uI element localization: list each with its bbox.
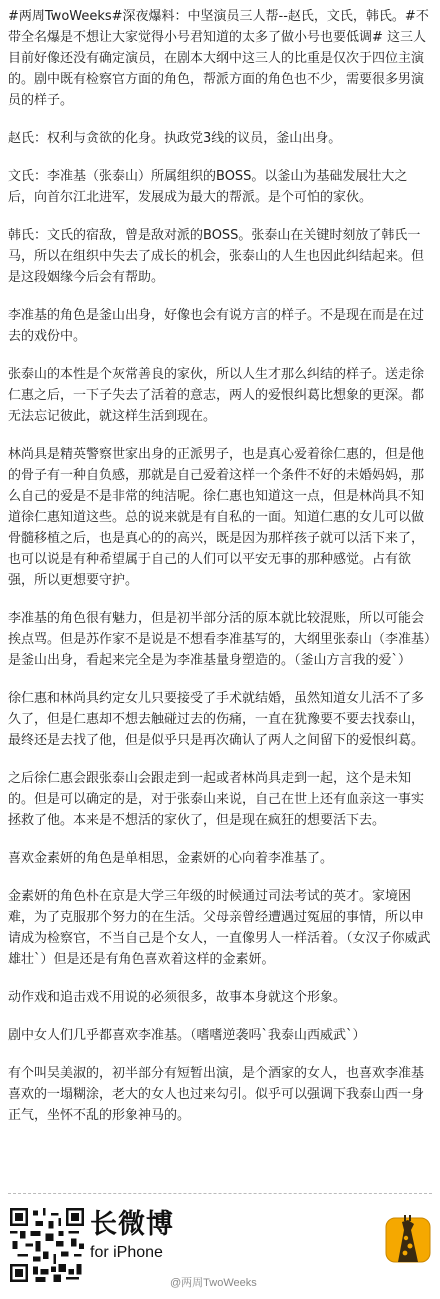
article-paragraph: 张泰山的本性是个灰常善良的家伙，所以人生才那么纠结的样子。送走徐仁惠之后，一下子失去了活着的意志，两人的爱恨纠葛比想象的更深。都无法忘记彼此，就这样生活到现在。 [8,367,425,424]
article-paragraph: 喜欢金素妍的角色是单相思，金素妍的心向着李准基了。 [8,851,334,866]
article-paragraph: 金素妍的角色朴在京是大学三年级的时候通过司法考试的英才。家境困难，为了克服那个努力的在生活。父母亲曾经遭遇过冤屈的事情，所以申请成为检察官，不当自己是个女人，一直像男人一样活着。（女汉子你威武雄壮`）但是还是有角色喜欢着这样的金素妍。 [8,889,431,967]
article-paragraph: 林尚具是精英警察世家出身的正派男子，也是真心爱着徐仁惠的，但是他的骨子有一种自负感，那就是自己爱着这样一个条件不好的未婚妈妈，那么自己的爱是不是非常的纯洁呢。徐仁惠也知道这一点，但是林尚具不知道徐仁惠知道这些。总的说来就是有自私的一面。知道仁惠的女儿可以做骨髓移植之后，也是真心的的高兴，既是因为那样孩子就可以活下来了，也可以说是有种希望属于自己的人们可以平安无事的那种感觉。占有欲强，所以更想要守护。 [8,447,425,588]
article-paragraph: 有个叫吴美淑的，初半部分有短暂出演，是个酒家的女人，也喜欢李准基喜欢的一塌糊涂，老大的女人也过来勾引。似乎可以强调下我泰山西一身正气，坐怀不乱的形象神马的。 [8,1066,425,1123]
article-paragraph: 动作戏和追击戏不用说的必须很多，故事本身就这个形象。 [8,990,347,1005]
brand-subtitle: for iPhone [90,1244,163,1261]
article-paragraph: 李准基的角色是釜山出身，好像也会有说方言的样子。不是现在而是在过去的戏份中。 [8,308,425,344]
article-paragraph: 徐仁惠和林尚具约定女儿只要接受了手术就结婚，虽然知道女儿活不了多久了，但是仁惠却不想去触碰过去的伤痛，一直在犹豫要不要去找泰山，最终还是去找了他，但是似乎只是再次确认了两人之间留下的爱恨纠葛。 [8,691,425,748]
article-paragraph: 剧中女人们几乎都喜欢李准基。（嗜嗜逆袭吗`我泰山西威武`） [8,1028,366,1043]
article-paragraph: 韩氏：文氏的宿敌，曾是敌对派的BOSS。张泰山在关键时刻放了韩氏一马，所以在组织中失去了成长的机会，张泰山的人生也因此纠结起来。但是这段姻缘今后会有帮助。 [8,228,425,285]
brand-name: 长微博 [90,1209,174,1240]
qr-code-icon [10,1208,84,1282]
author-watermark: @两周TwoWeeks [170,1277,257,1289]
brand-block [90,1208,210,1264]
article-paragraph: 之后徐仁惠会跟张泰山会跟走到一起或者林尚具走到一起，这个是未知的。但是可以确定的是，对于张泰山来说，自己在世上还有血亲这一事实拯救了他。本来是不想活的家伙了，但是现在疯狂的想要活下去。 [8,771,425,828]
giraffe-app-icon [384,1210,432,1270]
article-body [8,6,432,1143]
article-paragraph: 李准基的角色很有魅力，但是初半部分活的原本就比较混账，所以可能会挨点骂。但是苏作家不是说是不想看李准基写的，大纲里张泰山（李准基）是釜山出身，看起来完全是为李准基量身塑造的。（釜山方言我的爱`） [8,611,431,668]
article-paragraph: #两周TwoWeeks#深夜爆料：中坚演员三人帮--赵氏，文氏，韩氏。#不带全名爆是不想让大家觉得小号君知道的太多了做小号也要低调# 这三人目前好像还没有确定演员，在剧本大纲中这三人的比重是仅次于四位主演的。剧中既有检察官方面的角色，帮派方面的角色也不少，需要很多男演员的样子。 [8,9,429,108]
article-paragraph: 文氏：李准基（张泰山）所属组织的BOSS。以釜山为基础发展壮大之后，向首尔江北进军，发展成为最大的帮派。是个可怕的家伙。 [8,169,408,205]
article-paragraph: 赵氏：权利与贪欲的化身。执政党3线的议员，釜山出身。 [8,131,342,146]
footer [0,1194,440,1299]
